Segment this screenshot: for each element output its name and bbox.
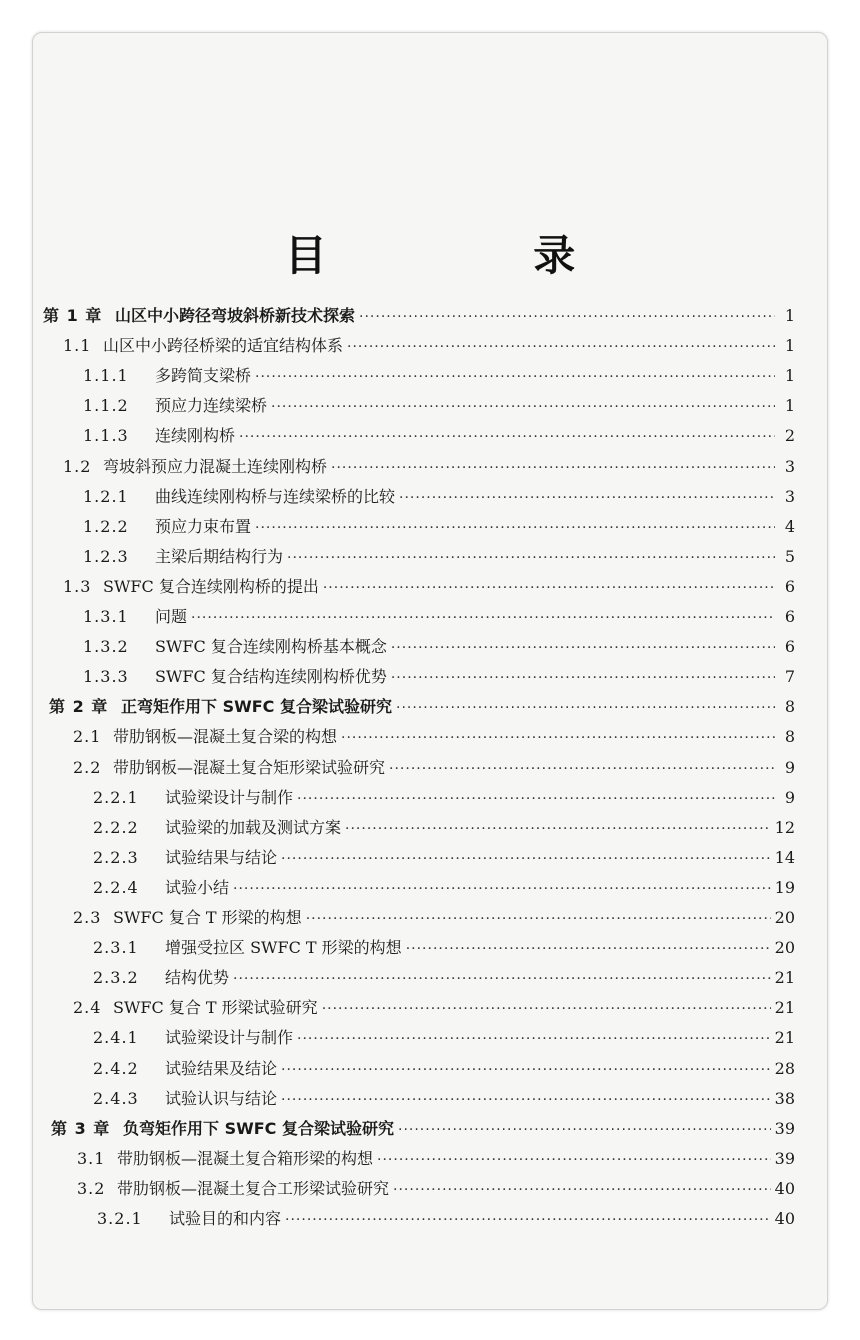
- toc-entry-title: 负弯矩作用下 SWFC 复合梁试验研究: [123, 1118, 394, 1138]
- toc-dot-leader: [233, 964, 771, 994]
- toc-dot-leader: [271, 392, 775, 422]
- toc-entry-number: 2.3.2: [93, 968, 139, 988]
- toc-entry-title: SWFC 复合 T 形梁试验研究: [113, 998, 318, 1018]
- toc-dot-leader: [281, 844, 771, 874]
- toc-entry-number: 2.3: [73, 908, 102, 927]
- toc-entry-title: 曲线连续刚构桥与连续梁桥的比较: [155, 486, 396, 506]
- toc-dot-leader: [391, 633, 775, 663]
- toc-entry-title: 带肋钢板—混凝土复合工形梁试验研究: [117, 1178, 390, 1198]
- toc-entry-page: 12: [774, 817, 795, 837]
- toc-entry-title: 山区中小跨径弯坡斜桥新技术探索: [115, 306, 356, 325]
- toc-entry-number: 3.1: [77, 1148, 106, 1168]
- toc-entry-number: 2.4: [73, 998, 102, 1018]
- toc-subsection-entry: [83, 662, 795, 692]
- toc-section-entry: [77, 1144, 795, 1174]
- toc-entry-page: 14: [774, 847, 795, 867]
- toc-subsection-entry: [93, 843, 795, 873]
- toc-entry-title: 试验梁的加载及测试方案: [165, 817, 342, 837]
- toc-section-entry: [73, 722, 795, 752]
- toc-entry-page: 1: [784, 336, 795, 356]
- toc-entry-title: 预应力连续梁桥: [155, 396, 268, 416]
- toc-entry-title: 试验认识与结论: [165, 1088, 278, 1108]
- toc-entry-number: 2.4.3: [93, 1088, 139, 1108]
- toc-entry-page: 20: [774, 908, 795, 927]
- toc-section-entry: [73, 993, 795, 1023]
- toc-entry-title: SWFC 复合结构连续刚构桥优势: [155, 667, 387, 687]
- page-title: 目 录: [284, 231, 672, 280]
- toc-entry-number: 1.1.2: [83, 396, 129, 416]
- toc-subsection-entry: [93, 933, 795, 963]
- toc-entry-title: 试验梁设计与制作: [165, 787, 294, 807]
- toc-dot-leader: [399, 483, 775, 513]
- toc-entry-number: 2.1: [73, 727, 102, 747]
- toc-entry-page: 21: [774, 1028, 795, 1048]
- toc-entry-number: 2.2.1: [93, 787, 139, 807]
- toc-dot-leader: [281, 1055, 771, 1085]
- toc-entry-number: 2.2: [73, 757, 102, 777]
- toc-subsection-entry: [83, 602, 795, 632]
- toc-entry-page: 39: [774, 1148, 795, 1168]
- toc-entry-number: 1.2.3: [83, 546, 129, 566]
- toc-entry-page: 6: [784, 637, 795, 657]
- toc-entry-title: 结构优势: [165, 968, 230, 988]
- toc-entry-title: 增强受拉区 SWFC T 形梁的构想: [165, 938, 402, 958]
- toc-entry-page: 6: [784, 607, 795, 626]
- toc-entry-title: 带肋钢板—混凝土复合箱形梁的构想: [117, 1148, 374, 1168]
- toc-entry-title: 正弯矩作用下 SWFC 复合梁试验研究: [121, 697, 392, 717]
- toc-chapter-entry: [43, 301, 795, 331]
- toc-dot-leader: [347, 332, 775, 362]
- toc-dot-leader: [391, 663, 775, 693]
- toc-dot-leader: [393, 1175, 771, 1205]
- toc-subsection-entry: [93, 873, 795, 903]
- toc-subsection-entry: [93, 1023, 795, 1053]
- toc-dot-leader: [191, 603, 775, 633]
- toc-entry-number: 1.1.3: [83, 426, 129, 446]
- toc-entry-title: SWFC 复合 T 形梁的构想: [113, 908, 302, 927]
- toc-entry-title: 试验梁设计与制作: [165, 1028, 294, 1048]
- toc-entry-page: 1: [784, 366, 795, 386]
- toc-entry-page: 20: [774, 938, 795, 958]
- toc-entry-title: 试验结果及结论: [165, 1058, 278, 1078]
- toc-entry-number: 第 2 章: [49, 697, 109, 717]
- toc-entry-title: 连续刚构桥: [155, 426, 236, 446]
- toc-dot-leader: [287, 543, 775, 573]
- toc-dot-leader: [341, 723, 775, 753]
- toc-entry-page: 1: [784, 396, 795, 416]
- toc-dot-leader: [285, 1205, 771, 1235]
- toc-entry-title: 试验目的和内容: [169, 1209, 282, 1228]
- toc-entry-title: 试验结果与结论: [165, 847, 278, 867]
- toc-entry-number: 2.3.1: [93, 938, 139, 958]
- toc-entry-number: 第 3 章: [51, 1118, 111, 1138]
- toc-dot-leader: [306, 904, 771, 934]
- toc-section-entry: [77, 1174, 795, 1204]
- toc-entry-page: 8: [784, 697, 795, 717]
- toc-subsection-entry: [93, 1084, 795, 1114]
- toc-subsection-entry: [83, 542, 795, 572]
- book-page: [32, 32, 828, 1310]
- toc-entry-title: 试验小结: [165, 877, 230, 897]
- toc-entry-page: 6: [784, 576, 795, 596]
- toc-dot-leader: [233, 874, 771, 904]
- toc-dot-leader: [396, 693, 775, 723]
- toc-subsection-entry: [83, 632, 795, 662]
- toc-entry-page: 3: [784, 456, 795, 476]
- toc-subsection-entry: [83, 482, 795, 512]
- toc-entry-number: 1.2.1: [83, 486, 129, 506]
- toc-entry-number: 2.2.2: [93, 817, 139, 837]
- toc-entry-title: 问题: [155, 607, 188, 626]
- toc-entry-page: 21: [774, 968, 795, 988]
- toc-dot-leader: [255, 362, 775, 392]
- toc-entry-title: 山区中小跨径桥梁的适宜结构体系: [103, 336, 344, 356]
- toc-entry-number: 1.3.2: [83, 637, 129, 657]
- toc-entry-number: 第 1 章: [43, 306, 103, 325]
- toc-entry-title: 多跨简支梁桥: [155, 366, 252, 386]
- toc-entry-number: 1.3.1: [83, 607, 129, 626]
- toc-dot-leader: [359, 302, 775, 332]
- toc-entry-title: SWFC 复合连续刚构桥的提出: [103, 576, 319, 596]
- toc-entry-number: 1.2.2: [83, 516, 129, 536]
- toc-dot-leader: [398, 1115, 771, 1145]
- toc-dot-leader: [345, 814, 771, 844]
- toc-subsection-entry: [83, 391, 795, 421]
- toc-dot-leader: [406, 934, 771, 964]
- toc-entry-title: 主梁后期结构行为: [155, 546, 284, 566]
- toc-chapter-entry: [51, 1114, 795, 1144]
- toc-chapter-entry: [49, 692, 795, 722]
- toc-entry-number: 2.2.3: [93, 847, 139, 867]
- toc-section-entry: [63, 572, 795, 602]
- toc-entry-page: 5: [784, 546, 795, 566]
- toc-entry-number: 2.4.2: [93, 1058, 139, 1078]
- toc-entry-number: 2.2.4: [93, 877, 139, 897]
- toc-entry-number: 1.1.1: [83, 366, 129, 386]
- toc-dot-leader: [377, 1145, 771, 1175]
- toc-entry-page: 4: [784, 516, 795, 536]
- toc-entry-page: 1: [784, 306, 795, 325]
- toc-section-entry: [73, 753, 795, 783]
- toc-entry-title: 预应力束布置: [155, 516, 252, 536]
- toc-entry-page: 21: [774, 998, 795, 1018]
- toc-dot-leader: [389, 754, 775, 784]
- toc-entry-title: 带肋钢板—混凝土复合矩形梁试验研究: [113, 757, 386, 777]
- toc-section-entry: [63, 452, 795, 482]
- toc-dot-leader: [322, 994, 771, 1024]
- toc-entry-number: 1.3.3: [83, 667, 129, 687]
- toc-subsection-entry: [93, 783, 795, 813]
- toc-dot-leader: [281, 1085, 771, 1115]
- toc-dot-leader: [239, 422, 775, 452]
- toc-dot-leader: [297, 784, 775, 814]
- toc-subsection-entry: [93, 1054, 795, 1084]
- toc-entry-page: 39: [774, 1118, 795, 1138]
- toc-entry-page: 7: [784, 667, 795, 687]
- toc-entry-page: 40: [774, 1209, 795, 1228]
- toc-dot-leader: [323, 573, 775, 603]
- toc-dot-leader: [255, 513, 775, 543]
- toc-entry-page: 9: [784, 787, 795, 807]
- toc-entry-page: 9: [784, 757, 795, 777]
- toc-entry-page: 3: [784, 486, 795, 506]
- toc-entry-page: 28: [774, 1058, 795, 1078]
- toc-entry-number: 3.2.1: [97, 1209, 143, 1228]
- toc-entry-page: 19: [774, 877, 795, 897]
- toc-subsection-entry: [93, 813, 795, 843]
- toc-subsection-entry: [83, 361, 795, 391]
- toc-subsection-entry: [93, 963, 795, 993]
- toc-subsection-entry: [97, 1204, 795, 1234]
- toc-entry-title: SWFC 复合连续刚构桥基本概念: [155, 637, 387, 657]
- toc-entry-number: 2.4.1: [93, 1028, 139, 1048]
- toc-dot-leader: [331, 453, 775, 483]
- toc-entry-title: 弯坡斜预应力混凝土连续刚构桥: [103, 456, 328, 476]
- toc-section-entry: [73, 903, 795, 933]
- toc-entry-page: 2: [784, 426, 795, 446]
- toc-section-entry: [63, 331, 795, 361]
- toc-entry-page: 38: [774, 1088, 795, 1108]
- toc-entry-number: 1.3: [63, 576, 92, 596]
- toc-dot-leader: [297, 1024, 771, 1054]
- toc-entry-number: 3.2: [77, 1178, 106, 1198]
- toc-entry-page: 8: [784, 727, 795, 747]
- toc-entry-number: 1.2: [63, 456, 92, 476]
- toc-entry-page: 40: [774, 1178, 795, 1198]
- toc-subsection-entry: [83, 421, 795, 451]
- toc-entry-number: 1.1: [63, 336, 92, 356]
- toc-entry-title: 带肋钢板—混凝土复合梁的构想: [113, 727, 338, 747]
- toc-subsection-entry: [83, 512, 795, 542]
